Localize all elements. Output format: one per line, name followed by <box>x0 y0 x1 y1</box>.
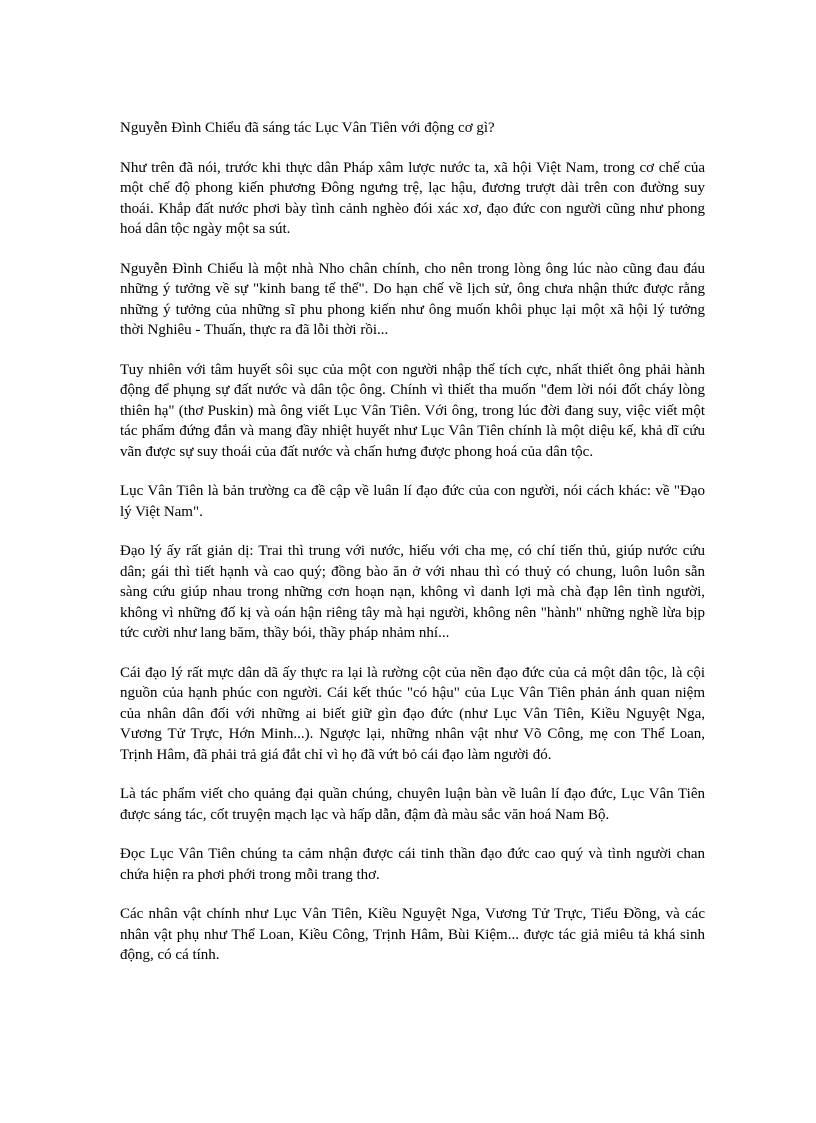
paragraph: Đọc Lục Vân Tiên chúng ta cảm nhận được cái tinh thần đạo đức cao quý và tình người chan chứa hiện ra phơi phới trong mỗi trang thơ. <box>120 846 705 883</box>
paragraph: Nguyễn Đình Chiểu là một nhà Nho chân chính, cho nên trong lòng ông lúc nào cũng đau đáu những ý tưởng về sự "kinh bang tế thế". Do hạn chế về lịch sử, ông chưa nhận thức được rằng những ý tưởng của những sĩ phu phong kiến như ông muốn khôi phục lại một xã hội lý tưởng thời Nghiêu - Thuấn, thực ra đã lỗi thời rồi... <box>120 260 705 338</box>
paragraph: Lục Vân Tiên là bản trường ca đề cập về luân lí đạo đức của con người, nói cách khác: về "Đạo lý Việt Nam". <box>120 483 705 520</box>
document-page <box>120 118 705 985</box>
paragraph: Các nhân vật chính như Lục Vân Tiên, Kiều Nguyệt Nga, Vương Tử Trực, Tiểu Đồng, và các nhân vật phụ như Thể Loan, Kiều Công, Trịnh Hâm, Bùi Kiệm... được tác giả miêu tả khá sinh động, có cá tính. <box>120 906 705 963</box>
paragraph: Đạo lý ấy rất giản dị: Trai thì trung với nước, hiếu với cha mẹ, có chí tiến thủ, giúp nước cứu dân; gái thì tiết hạnh và cao quý; đồng bào ăn ở với nhau thì có thuỷ có chung, luôn luôn sẵn sàng cứu giúp nhau trong những cơn hoạn nạn, không vì danh lợi mà chà đạp lên tình người, không vì những đố kị và oán hận riêng tây mà hại người, không nên "hành" những nghề lừa bịp tức cười như lang băm, thầy bói, thầy pháp nhảm nhí... <box>120 543 705 641</box>
paragraph: Như trên đã nói, trước khi thực dân Pháp xâm lược nước ta, xã hội Việt Nam, trong cơ chế của một chế độ phong kiến phương Đông ngưng trệ, lạc hậu, đương trượt dài trên con đường suy thoái. Khắp đất nước phơi bày tình cảnh nghèo đói xác xơ, đạo đức con người cũng như phong hoá dân tộc ngày một sa sút. <box>120 159 705 237</box>
paragraph: Cái đạo lý rất mực dân dã ấy thực ra lại là rường cột của nền đạo đức của cả một dân tộc, là cội nguồn của hạnh phúc con người. Cái kết thúc "có hậu" của Lục Vân Tiên phản ánh quan niệm của nhân dân đối với những ai biết giữ gìn đạo đức (như Lục Vân Tiên, Kiều Nguyệt Nga, Vương Tử Trực, Hớn Minh...). Ngược lại, những nhân vật như Võ Công, mẹ con Thể Loan, Trịnh Hâm, đã phải trả giá đắt chỉ vì họ đã vứt bỏ cái đạo làm người đó. <box>120 664 705 763</box>
paragraph: Là tác phẩm viết cho quảng đại quần chúng, chuyên luận bàn về luân lí đạo đức, Lục Vân Tiên được sáng tác, cốt truyện mạch lạc và hấp dẫn, đậm đà màu sắc văn hoá Nam Bộ. <box>120 786 705 823</box>
document-title: Nguyễn Đình Chiểu đã sáng tác Lục Vân Tiên với động cơ gì? <box>120 120 495 136</box>
paragraph: Tuy nhiên với tâm huyết sôi sục của một con người nhập thế tích cực, nhất thiết ông phải hành động để phụng sự đất nước và dân tộc ông. Chính vì thiết tha muốn "đem lời nói đốt cháy lòng thiên hạ" (thơ Puskin) mà ông viết Lục Vân Tiên. Với ông, trong lúc đời đang suy, việc viết một tác phẩm đứng đắn và mang đầy nhiệt huyết như Lục Vân Tiên chính là một diệu kế, khả dĩ cứu vãn được sự suy thoái của đất nước và chấn hưng được phong hoá của dân tộc. <box>120 361 705 460</box>
